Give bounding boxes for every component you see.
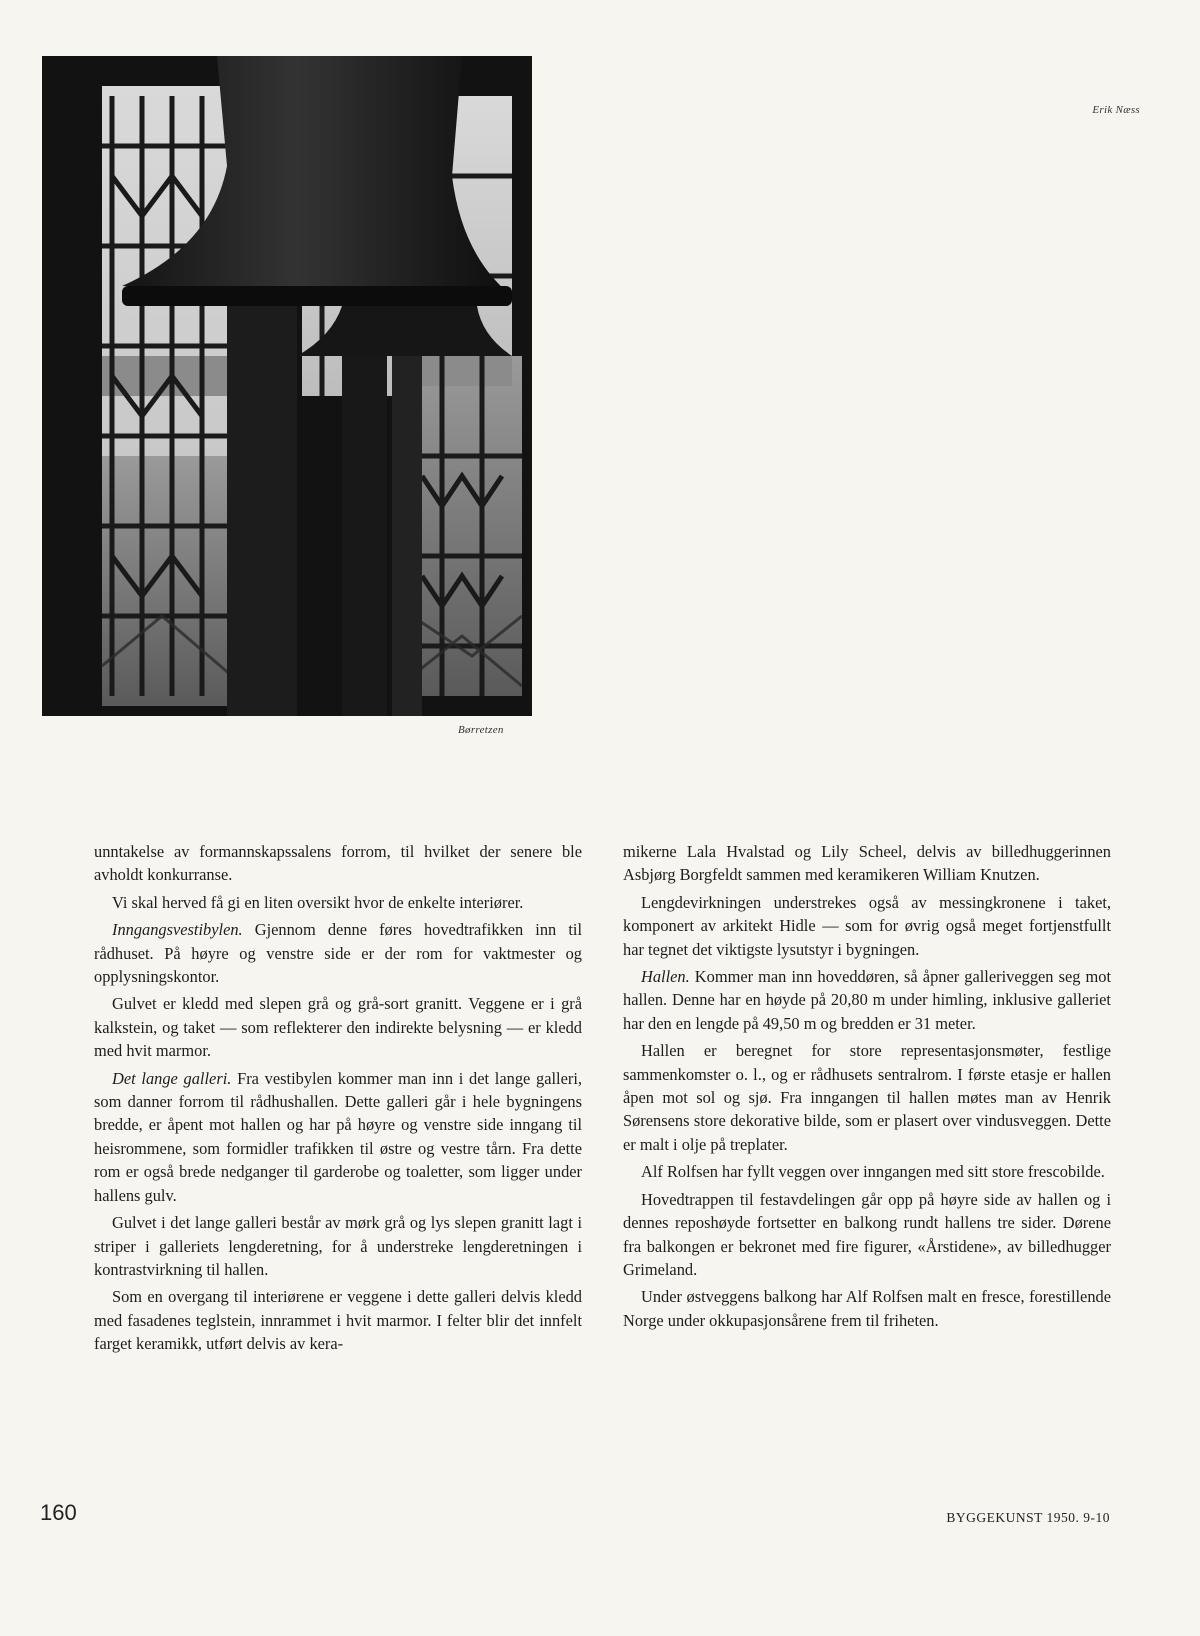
bell-tower-photo bbox=[42, 56, 532, 716]
section-heading: Hallen. bbox=[641, 967, 690, 987]
bell-tower-photo-icon bbox=[42, 56, 532, 716]
section-heading: Inngangsvestibylen. bbox=[112, 920, 243, 940]
paragraph-text: Gjennom denne føres hovedtrafikken inn til rådhuset. På høyre og venstre side er der rom for vaktmester og opplysningskontor. bbox=[94, 920, 582, 987]
paragraph: Under østveggens balkong har Alf Rolfsen malt en fresce, forestillende Norge under okkupasjonsårene frem til friheten. bbox=[623, 1287, 1111, 1330]
paragraph: Hovedtrappen til festavdelingen går opp på høyre side av hallen og i dennes reposhøyde fortsetter en balkong rundt hallens tre sider. Dørene fra balkongen er bekronet med fire figurer, «Årstidene», av billedhugger Grimeland. bbox=[623, 1189, 1111, 1279]
corner-credit: Erik Næss bbox=[1092, 104, 1140, 116]
journal-title: BYGGEKUNST 1950. 9-10 bbox=[946, 1510, 1110, 1525]
paragraph: Gulvet i det lange galleri består av mørk grå og lys slepen granitt lagt i striper i galleriets lengderetning, for å understreke lengderetningen i kontrastvirkning til hallen. bbox=[94, 1213, 582, 1279]
section-heading: Det lange galleri. bbox=[112, 1068, 232, 1088]
paragraph: Vi skal herved få gi en liten oversikt hvor de enkelte interiører. bbox=[112, 892, 524, 912]
left-column bbox=[94, 840, 582, 1360]
page-number: 160 bbox=[40, 1500, 77, 1525]
paragraph: mikerne Lala Hvalstad og Lily Scheel, delvis av billedhuggerinnen Asbjørg Borgfeldt sammen med keramikeren William Knutzen. bbox=[623, 842, 1111, 885]
paragraph bbox=[623, 965, 1111, 1035]
paragraph-text: Kommer man inn hoveddøren, så åpner galleriveggen seg mot hallen. Denne har en høyde på 20,80 m under himling, inklusive galleriet har den en lengde på 49,50 m og bredden er 31 meter. bbox=[623, 967, 1111, 1033]
paragraph: Alf Rolfsen har fyllt veggen over inngangen med sitt store frescobilde. bbox=[641, 1162, 1105, 1182]
paragraph: unntakelse av formannskapssalens forrom, til hvilket der senere ble avholdt konkurranse. bbox=[94, 842, 582, 885]
paragraph bbox=[94, 918, 582, 988]
paragraph bbox=[94, 1067, 582, 1207]
paragraph: Gulvet er kledd med slepen grå og grå-sort granitt. Veggene er i grå kalkstein, og taket — som reflekterer den indirekte belysning — er kledd med hvit marmor. bbox=[94, 994, 582, 1061]
paragraph-text: Fra vestibylen kommer man inn i det lange galleri, som danner forrom til rådhushallen. Dette galleri går i hele bygningens bredde, er åpent mot hallen og har på høyre og venstre side inngang til heisrommene, som formidler trafikken til østre og vestre tårn. Fra dette rom er også brede nedganger til garderobe og toaletter, som ligger under hallens gulv. bbox=[94, 1068, 582, 1205]
photo-credit: Børretzen bbox=[458, 724, 504, 736]
paragraph: Hallen er beregnet for store representasjonsmøter, festlige sammenkomster o. l., og er rådhusets sentralrom. I første etasje er hallen åpen mot sol og sjø. Fra inngangen til hallen møtes man av Henrik Sørensens store dekorative bilde, som er plasert over vindusveggen. Dette er malt i olje på treplater. bbox=[623, 1041, 1111, 1154]
right-column bbox=[623, 840, 1111, 1336]
paragraph: Som en overgang til interiørene er veggene i dette galleri delvis kledd med fasadenes teglstein, innrammet i hvit marmor. I felter blir det innfelt farget keramikk, utført delvis av kera- bbox=[94, 1287, 582, 1354]
paragraph: Lengdevirkningen understrekes også av messingkronene i taket, komponert av arkitekt Hidle — som for øvrig også meget fortjenstfullt har tegnet det viktigste lysutstyr i bygningen. bbox=[623, 892, 1111, 959]
